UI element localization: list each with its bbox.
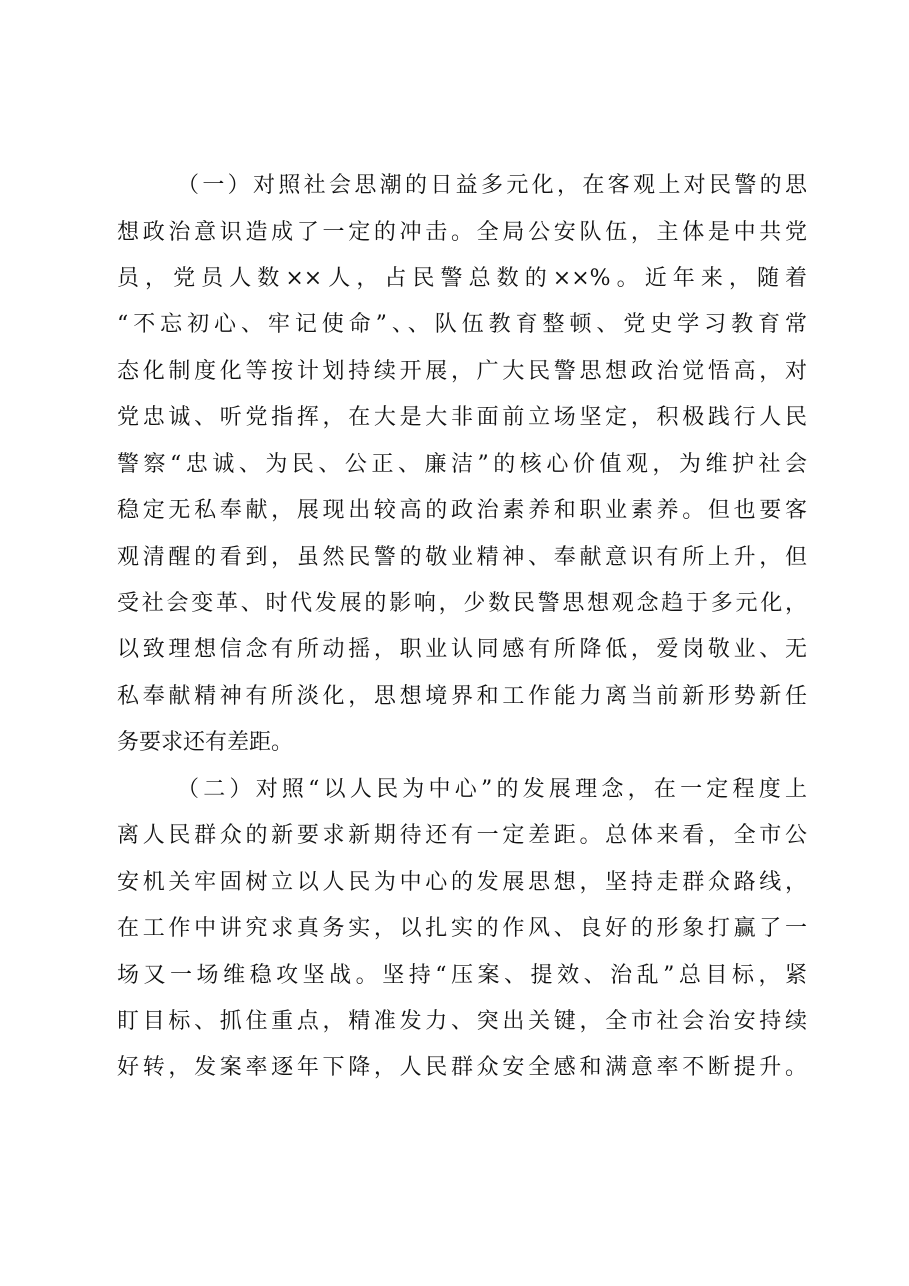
paragraph-2-line-7: 好转，发案率逐年下降，人民群众安全感和满意率不断提升。 bbox=[117, 1055, 807, 1080]
paragraph-2-line-3: 安机关牢固树立以人民为中心的发展思想，坚持走群众路线， bbox=[117, 870, 807, 895]
paragraph-1-line-1: （一）对照社会思潮的日益多元化，在客观上对民警的思 bbox=[177, 173, 807, 198]
paragraph-2-line-4: 在工作中讲究求真务实，以扎实的作风、良好的形象打赢了一 bbox=[117, 916, 807, 941]
paragraph-2-line-6: 盯目标、抓住重点，精准发力、突出关键，全市社会治安持续 bbox=[117, 1009, 807, 1034]
paragraph-2-line-5: 场又一场维稳攻坚战。坚持“压案、提效、治乱”总目标，紧 bbox=[117, 963, 807, 988]
paragraph-1-line-13: 务要求还有差距。 bbox=[117, 730, 294, 755]
paragraph-1-line-5: 态化制度化等按计划持续开展，广大民警思想政治觉悟高，对 bbox=[117, 359, 807, 384]
paragraph-1-line-6: 党忠诚、听党指挥，在大是大非面前立场坚定，积极践行人民 bbox=[117, 405, 807, 430]
paragraph-1-line-8: 稳定无私奉献，展现出较高的政治素养和职业素养。但也要客 bbox=[117, 498, 807, 523]
paragraph-1-line-12: 私奉献精神有所淡化，思想境界和工作能力离当前新形势新任 bbox=[117, 684, 807, 709]
paragraph-1-line-9: 观清醒的看到，虽然民警的敬业精神、奉献意识有所上升，但 bbox=[117, 545, 807, 570]
paragraph-1-line-4: “不忘初心、牢记使命”、、队伍教育整顿、党史学习教育常 bbox=[117, 312, 807, 337]
paragraph-1-line-10: 受社会变革、时代发展的影响，少数民警思想观念趋于多元化， bbox=[117, 591, 807, 616]
paragraph-1-line-2: 想政治意识造成了一定的冲击。全局公安队伍，主体是中共党 bbox=[117, 220, 807, 245]
paragraph-2-line-1: （二）对照“以人民为中心”的发展理念，在一定程度上 bbox=[177, 777, 807, 802]
paragraph-1-line-7: 警察“忠诚、为民、公正、廉洁”的核心价值观，为维护社会 bbox=[117, 452, 807, 477]
paragraph-1-line-11: 以致理想信念有所动摇，职业认同感有所降低，爱岗敬业、无 bbox=[117, 637, 807, 662]
paragraph-2-line-2: 离人民群众的新要求新期待还有一定差距。总体来看，全市公 bbox=[117, 823, 807, 848]
paragraph-1-line-3: 员，党员人数××人，占民警总数的××%。近年来，随着 bbox=[117, 266, 807, 291]
